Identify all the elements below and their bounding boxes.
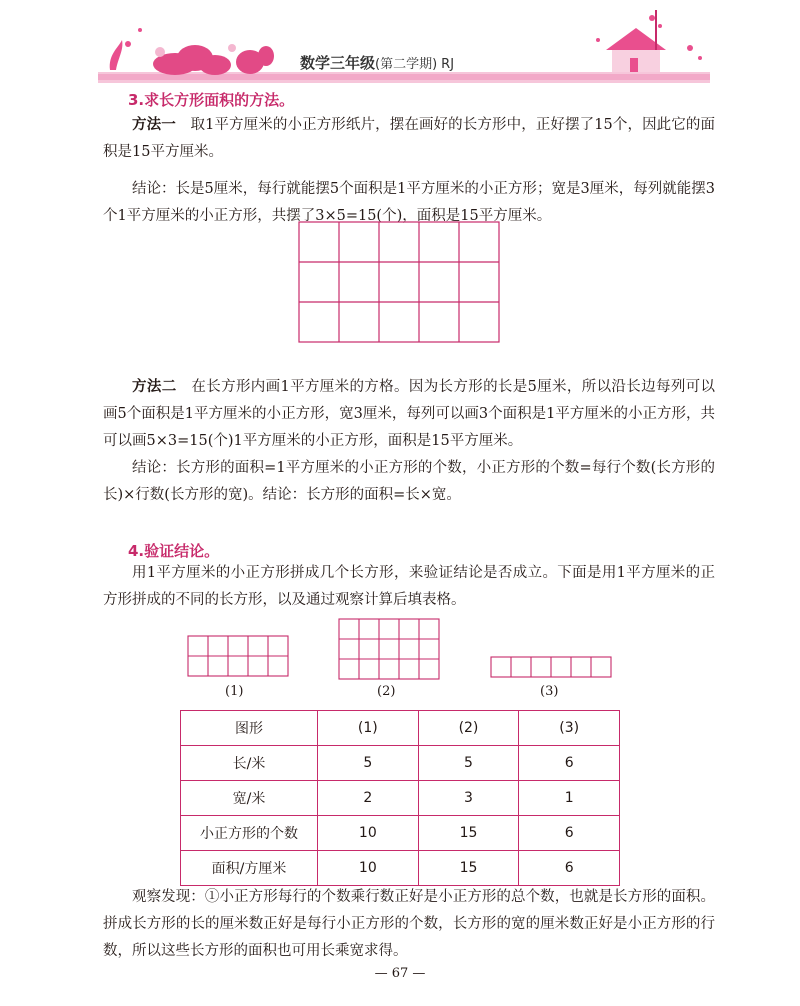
conclusion2: 结论：长方形的面积=1平方厘米的小正方形的个数，小正方形的个数=每行个数(长方形的长)×行数(长方形的宽)。结论：长方形的面积=长×宽。 — [103, 460, 715, 503]
method2-label: 方法二 — [132, 379, 177, 395]
table-cell: 面积/方厘米 — [181, 851, 318, 886]
grid-5x3-figure — [298, 221, 503, 345]
section3-heading: 3.求长方形面积的方法。 — [128, 91, 295, 109]
table-row — [181, 851, 620, 886]
table-cell: 3 — [418, 781, 519, 816]
table-cell: 6 — [519, 851, 620, 886]
header-title — [300, 52, 454, 73]
table-cell: 6 — [519, 746, 620, 781]
table-header-cell: (3) — [519, 711, 620, 746]
header-subtitle: (第二学期) — [375, 57, 438, 72]
method1-text: 取1平方厘米的小正方形纸片，摆在画好的长方形中，正好摆了15个，因此它的面积是15平方厘米。 — [103, 117, 716, 160]
figure-3-rect — [490, 656, 614, 680]
method2-paragraph — [103, 374, 715, 455]
table-header-row — [181, 711, 620, 746]
figure-1-rect — [187, 635, 291, 681]
table-row — [181, 746, 620, 781]
header-decoration — [0, 0, 800, 92]
table-cell: 2 — [318, 781, 419, 816]
cloud-icon — [153, 45, 274, 75]
table-header-cell: (1) — [318, 711, 419, 746]
section4-intro-block — [103, 560, 715, 614]
method2-block — [103, 374, 715, 509]
data-table — [180, 710, 620, 886]
table-header-cell: (2) — [418, 711, 519, 746]
section4-heading: 4.验证结论。 — [128, 542, 220, 560]
page-number: — 67 — — [374, 966, 426, 981]
table-cell: 宽/米 — [181, 781, 318, 816]
table-cell: 15 — [418, 851, 519, 886]
table-cell: 长/米 — [181, 746, 318, 781]
table-row — [181, 781, 620, 816]
table-cell: 5 — [318, 746, 419, 781]
observation-text: 观察发现：①小正方形每行的个数乘行数正好是小正方形的总个数，也就是长方形的面积。拼成长方形的长的厘米数正好是每行小正方形的个数，长方形的宽的厘米数正好是小正方形的行数，所以这些长方形的面积也可用长乘宽求得。 — [103, 889, 715, 959]
table-cell: 10 — [318, 816, 419, 851]
table-cell: 10 — [318, 851, 419, 886]
section3 — [128, 89, 718, 110]
figure-1-label: (1) — [225, 684, 244, 699]
header-edition: RJ — [441, 57, 455, 72]
table-cell: 5 — [418, 746, 519, 781]
table-cell: 15 — [418, 816, 519, 851]
section4-intro: 用1平方厘米的小正方形拼成几个长方形，来验证结论是否成立。下面是用1平方厘米的正方形拼成的不同的长方形，以及通过观察计算后填表格。 — [103, 565, 715, 608]
table-cell: 1 — [519, 781, 620, 816]
section4 — [128, 540, 718, 561]
method1-label: 方法一 — [132, 117, 176, 133]
table-cell: 6 — [519, 816, 620, 851]
method2-text: 在长方形内画1平方厘米的方格。因为长方形的长是5厘米，所以沿长边每列可以画5个面积是1平方厘米的小正方形，宽3厘米，每列可以画3个面积是1平方厘米的小正方形，共可以画5×3=15(个)1平方厘米的小正方形，面积是15平方厘米。 — [103, 379, 716, 449]
header-title-main: 数学三年级 — [300, 54, 376, 72]
house-icon — [606, 10, 666, 72]
figure-2-label: (2) — [377, 684, 396, 699]
figure-2-rect — [338, 618, 442, 682]
page-header — [0, 0, 800, 92]
method1-block — [103, 112, 715, 230]
figure-3-label: (3) — [540, 684, 559, 699]
flower-icon — [110, 28, 142, 70]
conclusion1: 结论：长是5厘米，每行就能摆5个面积是1平方厘米的小正方形；宽是3厘米，每列就能摆3个1平方厘米的小正方形，共摆了3×5=15(个)，面积是15平方厘米。 — [103, 181, 715, 224]
method1-paragraph — [103, 112, 715, 166]
table-cell: 小正方形的个数 — [181, 816, 318, 851]
observation-block — [103, 884, 715, 965]
table-header-cell: 图形 — [181, 711, 318, 746]
table-row — [181, 816, 620, 851]
